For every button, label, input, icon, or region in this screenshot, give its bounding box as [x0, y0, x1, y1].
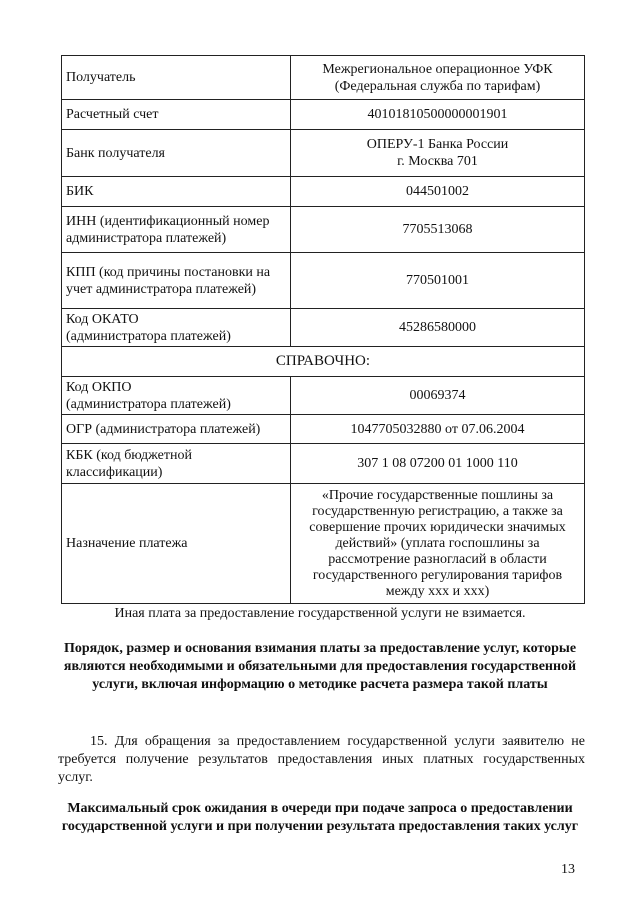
row-label: Код ОКАТО (администратора платежей) — [62, 309, 291, 347]
row-label: Назначение платежа — [62, 484, 291, 604]
row-value: 770501001 — [291, 253, 585, 309]
row-value: 307 1 08 07200 01 1000 110 — [291, 444, 585, 484]
page-number: 13 — [561, 862, 575, 877]
table-row — [62, 100, 585, 130]
row-value: ОПЕРУ-1 Банка России г. Москва 701 — [291, 130, 585, 177]
row-label: КБК (код бюджетной классификации) — [62, 444, 291, 484]
row-value: Межрегиональное операционное УФК (Федеральная служба по тарифам) — [291, 56, 585, 100]
table-row — [62, 444, 585, 484]
table-row — [62, 177, 585, 207]
table-row — [62, 130, 585, 177]
row-value: 1047705032880 от 07.06.2004 — [291, 415, 585, 444]
row-label: КПП (код причины постановки на учет администратора платежей) — [62, 253, 291, 309]
payment-purpose-value: «Прочие государственные пошлины за государственную регистрацию, а также за совершение прочих юридически значимых действий» (уплата госпошлины за рассмотрение разногласий в области государственного регулирования тарифов между xxx и xxx) — [291, 484, 585, 604]
table-row — [62, 484, 585, 604]
table-row — [62, 309, 585, 347]
row-value: 7705513068 — [291, 207, 585, 253]
section-heading-fees: Порядок, размер и основания взимания платы за предоставление услуг, которые являются необходимыми и обязательными для предоставления государственной услуги, включая информацию о методике расчета размера такой платы — [63, 641, 577, 692]
table-row — [62, 377, 585, 415]
row-label: Банк получателя — [62, 130, 291, 177]
row-value: 00069374 — [291, 377, 585, 415]
row-label: Расчетный счет — [62, 100, 291, 130]
table-row — [62, 415, 585, 444]
table-row — [62, 207, 585, 253]
paragraph-15: 15. Для обращения за предоставлением государственной услуги заявителю не требуется получение результатов предоставления иных платных государственных услуг. — [58, 734, 585, 785]
payment-details-table — [61, 55, 585, 604]
table-row — [62, 253, 585, 309]
reference-header: СПРАВОЧНО: — [62, 347, 585, 377]
table-row — [62, 56, 585, 100]
row-value: 45286580000 — [291, 309, 585, 347]
row-label: ИНН (идентификационный номер администратора платежей) — [62, 207, 291, 253]
row-label: ОГР (администратора платежей) — [62, 415, 291, 444]
no-other-fee-note: Иная плата за предоставление государственной услуги не взимается. — [114, 606, 526, 621]
reference-header-row — [62, 347, 585, 377]
section-heading-queue-time: Максимальный срок ожидания в очереди при подаче запроса о предоставлении государственной услуги и при получении результата предоставления таких услуг — [61, 801, 579, 834]
row-label: БИК — [62, 177, 291, 207]
row-label: Получатель — [62, 56, 291, 100]
row-value: 40101810500000001901 — [291, 100, 585, 130]
row-label: Код ОКПО (администратора платежей) — [62, 377, 291, 415]
row-value: 044501002 — [291, 177, 585, 207]
